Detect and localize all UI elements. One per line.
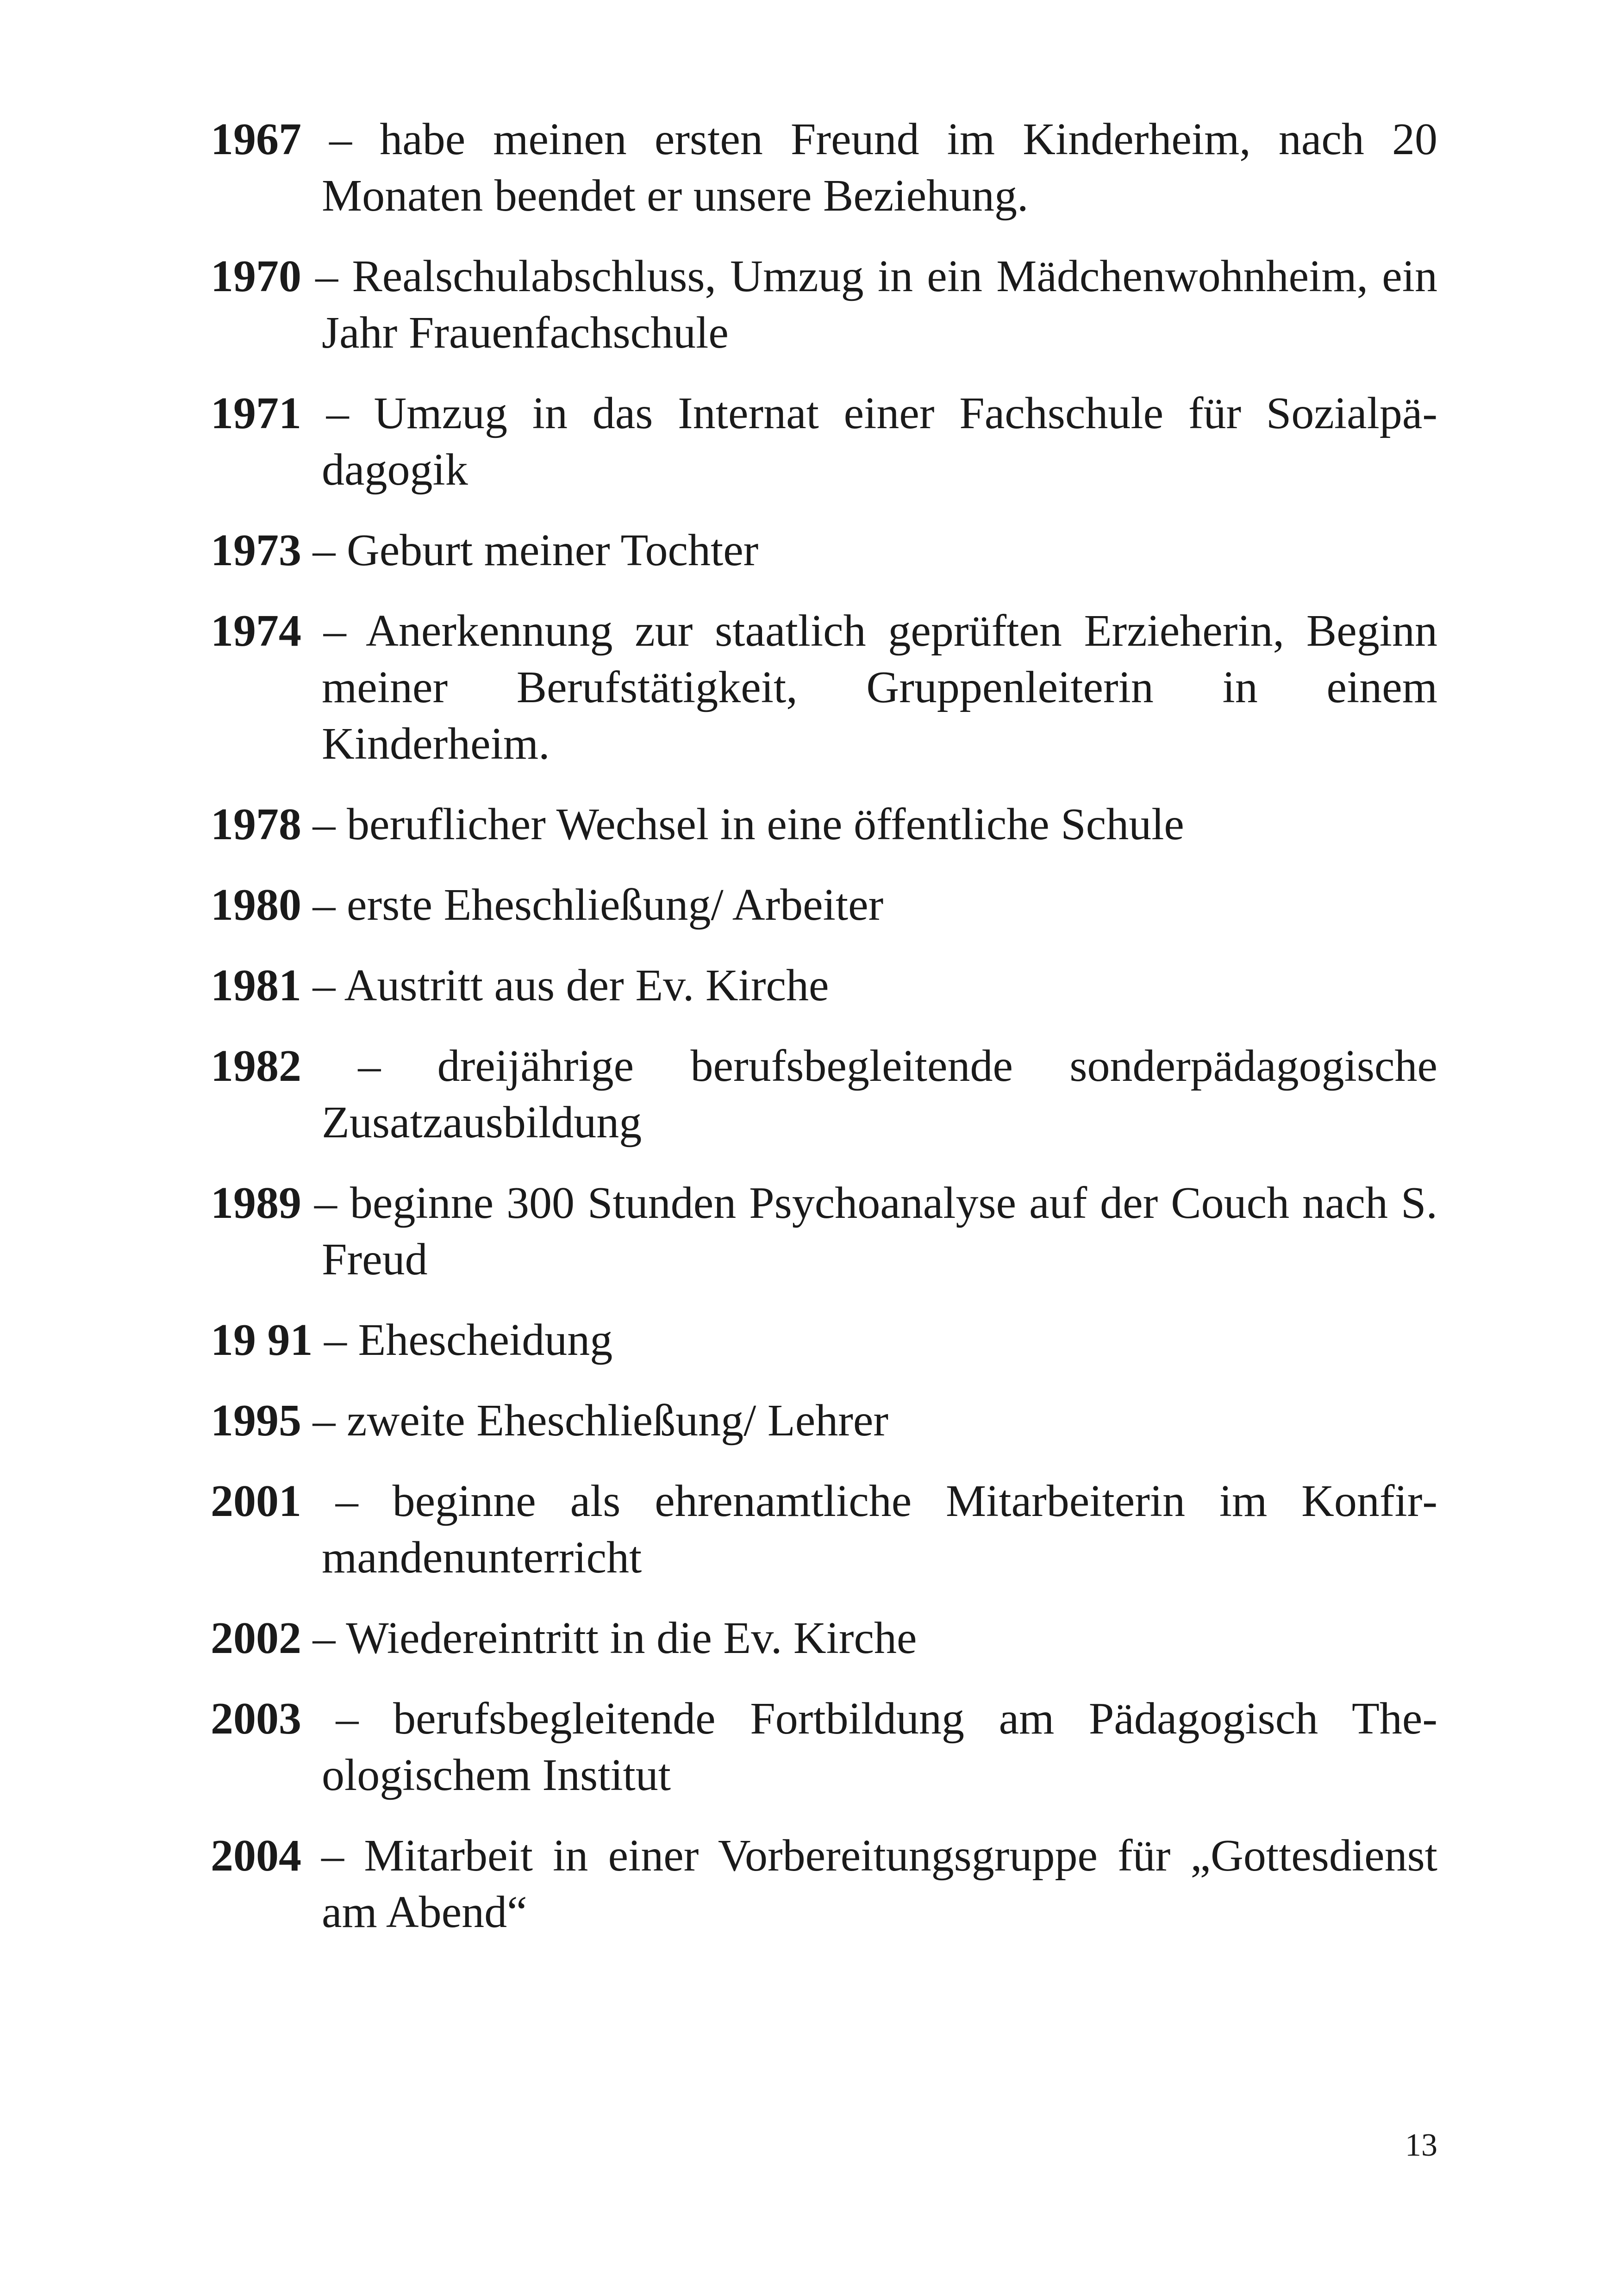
entry-year: 1989 (211, 1178, 301, 1228)
entry-text: – Wiedereintritt in die Ev. Kirche (301, 1613, 917, 1663)
entry-year: 1970 (211, 251, 301, 301)
entry-year: 1973 (211, 525, 301, 575)
timeline-entry (211, 1610, 1437, 1666)
entry-text: – Umzug in das Internat einer Fachschule für Sozialpädagogik (301, 388, 1437, 495)
timeline-entry (211, 385, 1437, 498)
entry-text: – Mitarbeit in einer Vorbereitungsgruppe für „Gottesdienst am Abend“ (301, 1831, 1437, 1937)
timeline-entry (211, 111, 1437, 224)
entry-text: – Anerkennung zur staatlich geprüften Erzieherin, Beginn meiner Berufstätigkeit, Gruppenleiterin in einem Kinderheim. (301, 606, 1437, 769)
timeline-entry (211, 1827, 1437, 1940)
entry-year: 1967 (211, 114, 301, 164)
timeline-entry (211, 522, 1437, 579)
entry-text: – beruflicher Wechsel in eine öffentliche Schule (301, 799, 1184, 849)
timeline-entry (211, 957, 1437, 1014)
entry-year: 1981 (211, 960, 301, 1010)
page-number: 13 (1405, 2127, 1437, 2163)
entry-text: – dreijährige berufsbegleitende sonderpädagogische Zusatzausbildung (301, 1041, 1437, 1148)
timeline-entry (211, 1175, 1437, 1288)
timeline-entry (211, 1312, 1437, 1368)
timeline-entry (211, 1473, 1437, 1586)
entry-text: – berufsbegleitende Fortbildung am Pädagogisch Theologischem Institut (301, 1694, 1437, 1800)
timeline-entry (211, 248, 1437, 361)
timeline-entry (211, 877, 1437, 933)
entry-text: – erste Eheschließung/ Arbeiter (301, 880, 884, 930)
entry-year: 19 91 (211, 1315, 313, 1365)
timeline-entry (211, 1038, 1437, 1151)
entry-text: – Austritt aus der Ev. Kirche (301, 960, 829, 1010)
entry-text: – Geburt meiner Tochter (301, 525, 759, 575)
entry-year: 1995 (211, 1396, 301, 1446)
entry-year: 1980 (211, 880, 301, 930)
entry-year: 1982 (211, 1041, 301, 1091)
entry-text: – Realschulabschluss, Umzug in ein Mädchenwohnheim, ein Jahr Frauenfachschule (301, 251, 1437, 358)
entry-text: – beginne als ehrenamtliche Mitarbeiterin im Konfirmandenunterricht (301, 1476, 1437, 1583)
entry-year: 2004 (211, 1831, 301, 1881)
timeline-entry (211, 1690, 1437, 1803)
entry-text: – zweite Eheschließung/ Lehrer (301, 1396, 889, 1446)
entry-year: 2002 (211, 1613, 301, 1663)
entry-text: – beginne 300 Stunden Psychoanalyse auf der Couch nach S. Freud (301, 1178, 1437, 1285)
entry-year: 2003 (211, 1694, 301, 1744)
timeline-entry (211, 1392, 1437, 1449)
entry-year: 2001 (211, 1476, 301, 1526)
entry-text: – Ehescheidung (312, 1315, 613, 1365)
entry-year: 1978 (211, 799, 301, 849)
entry-text: – habe meinen ersten Freund im Kinderheim, nach 20 Monaten beendet er unsere Beziehung. (301, 114, 1437, 221)
entry-year: 1971 (211, 388, 301, 438)
entry-year: 1974 (211, 606, 301, 656)
timeline-entry (211, 603, 1437, 772)
timeline-entry (211, 796, 1437, 853)
timeline-list (211, 111, 1437, 1964)
